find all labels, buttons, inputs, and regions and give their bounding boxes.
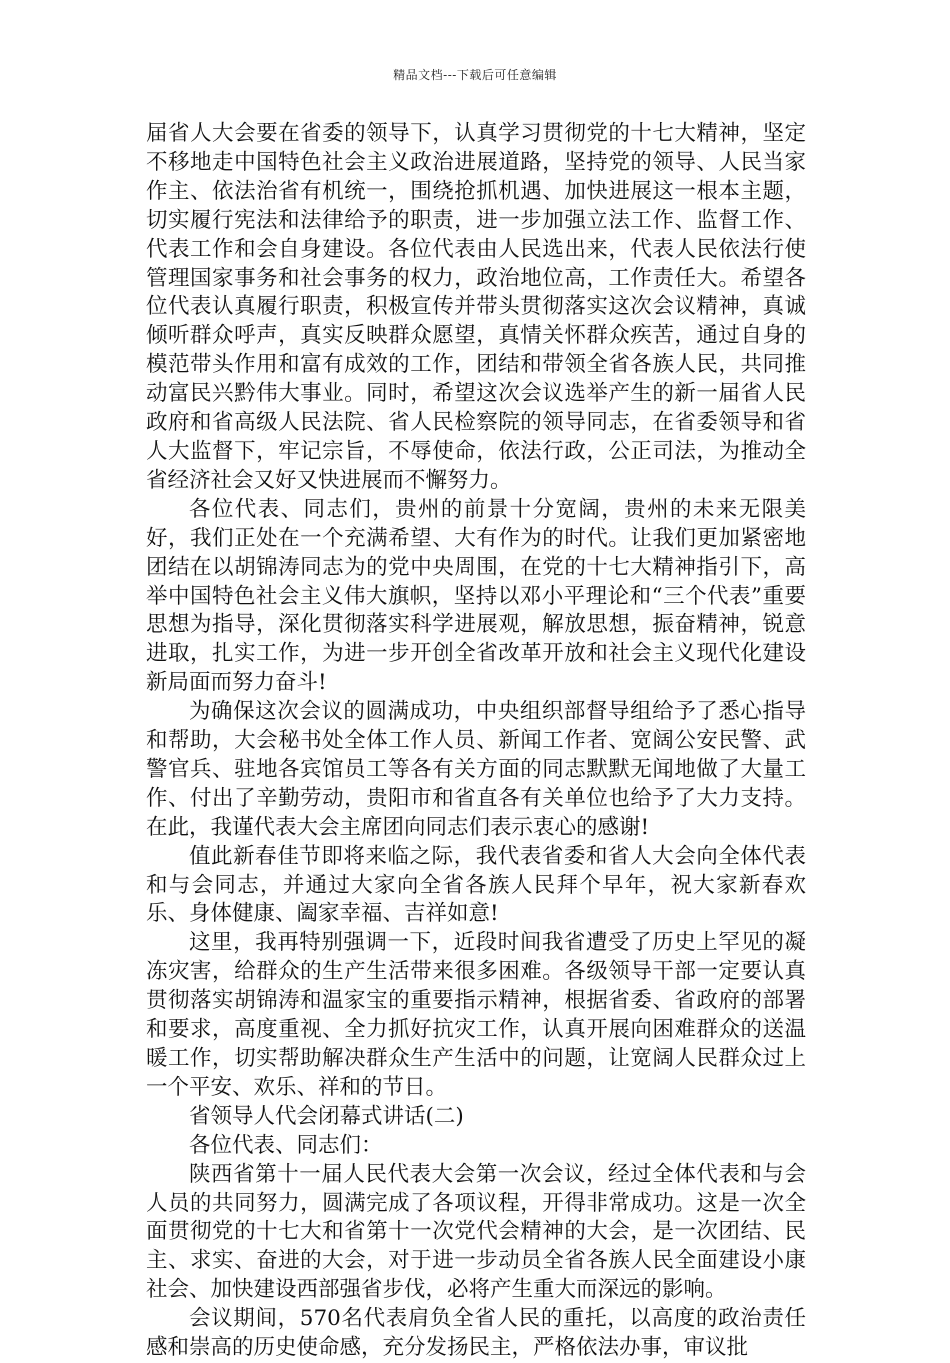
paragraph: 会议期间，570名代表肩负全省人民的重托，以高度的政治责任感和崇高的历史使命感，充分发扬民主，严格依法办事，审议批 [146,1306,806,1361]
document-body [146,120,806,1363]
paragraph: 陕西省第十一届人民代表大会第一次会议，经过全体代表和与会人员的共同努力，圆满完成了各项议程，开得非常成功。这是一次全面贯彻党的十七大和省第十一次党代会精神的大会，是一次团结、民主、求实、奋进的大会，对于进一步动员全省各族人民全面建设小康社会、加快建设西部强省步伐，必将产生重大而深远的影响。 [146,1161,806,1303]
page-header: 精品文档---下载后可任意编辑 [393,68,557,82]
paragraph: 为确保这次会议的圆满成功，中央组织部督导组给予了悉心指导和帮助，大会秘书处全体工作人员、新闻工作者、宽阔公安民警、武警官兵、驻地各宾馆员工等各有关方面的同志默默无闻地做了大量工作、付出了辛勤劳动，贵阳市和省直各有关单位也给予了大力支持。在此，我谨代表大会主席团向同志们表示衷心的感谢! [146,699,806,840]
paragraph: 届省人大会要在省委的领导下，认真学习贯彻党的十七大精神，坚定不移地走中国特色社会主义政治进展道路，坚持党的领导、人民当家作主、依法治省有机统一，围绕抢抓机遇、加快进展这一根本主题，切实履行宪法和法律给予的职责，进一步加强立法工作、监督工作、代表工作和会自身建设。各位代表由人民选出来，代表人民依法行使管理国家事务和社会事务的权力，政治地位高，工作责任大。希望各位代表认真履行职责，积极宣传并带头贯彻落实这次会议精神，真诚倾听群众呼声，真实反映群众愿望，真情关怀群众疾苦，通过自身的模范带头作用和富有成效的工作，团结和带领全省各族人民，共同推动富民兴黔伟大事业。同时，希望这次会议选举产生的新一届省人民政府和省高级人民法院、省人民检察院的领导同志，在省委领导和省人大监督下，牢记宗旨，不辱使命，依法行政，公正司法，为推动全省经济社会又好又快进展而不懈努力。 [146,121,806,493]
paragraph: 这里，我再特别强调一下，近段时间我省遭受了历史上罕见的凝冻灾害，给群众的生产生活带来很多困难。各级领导干部一定要认真贯彻落实胡锦涛和温家宝的重要指示精神，根据省委、省政府的部署和要求，高度重视、全力抓好抗灾工作，认真开展向困难群众的送温暖工作，切实帮助解决群众生产生活中的问题，让宽阔人民群众过上一个平安、欢乐、祥和的节日。 [146,930,806,1100]
salutation: 各位代表、同志们： [189,1132,383,1158]
paragraph: 各位代表、同志们，贵州的前景十分宽阔，贵州的未来无限美好，我们正处在一个充满希望、大有作为的时代。让我们更加紧密地团结在以胡锦涛同志为的党中央周围，在党的十七大精神指引下，高举中国特色社会主义伟大旗帜，坚持以邓小平理论和“三个代表”重要思想为指导，深化贯彻落实科学进展观，解放思想，振奋精神，锐意进取，扎实工作，为进一步开创全省改革开放和社会主义现代化建设新局面而努力奋斗! [146,496,806,696]
section-title: 省领导人代会闭幕式讲话(二) [189,1103,464,1129]
paragraph: 值此新春佳节即将来临之际，我代表省委和省人大会向全体代表和与会同志，并通过大家向全省各族人民拜个早年，祝大家新春欢乐、身体健康、阖家幸福、吉祥如意! [146,843,806,927]
